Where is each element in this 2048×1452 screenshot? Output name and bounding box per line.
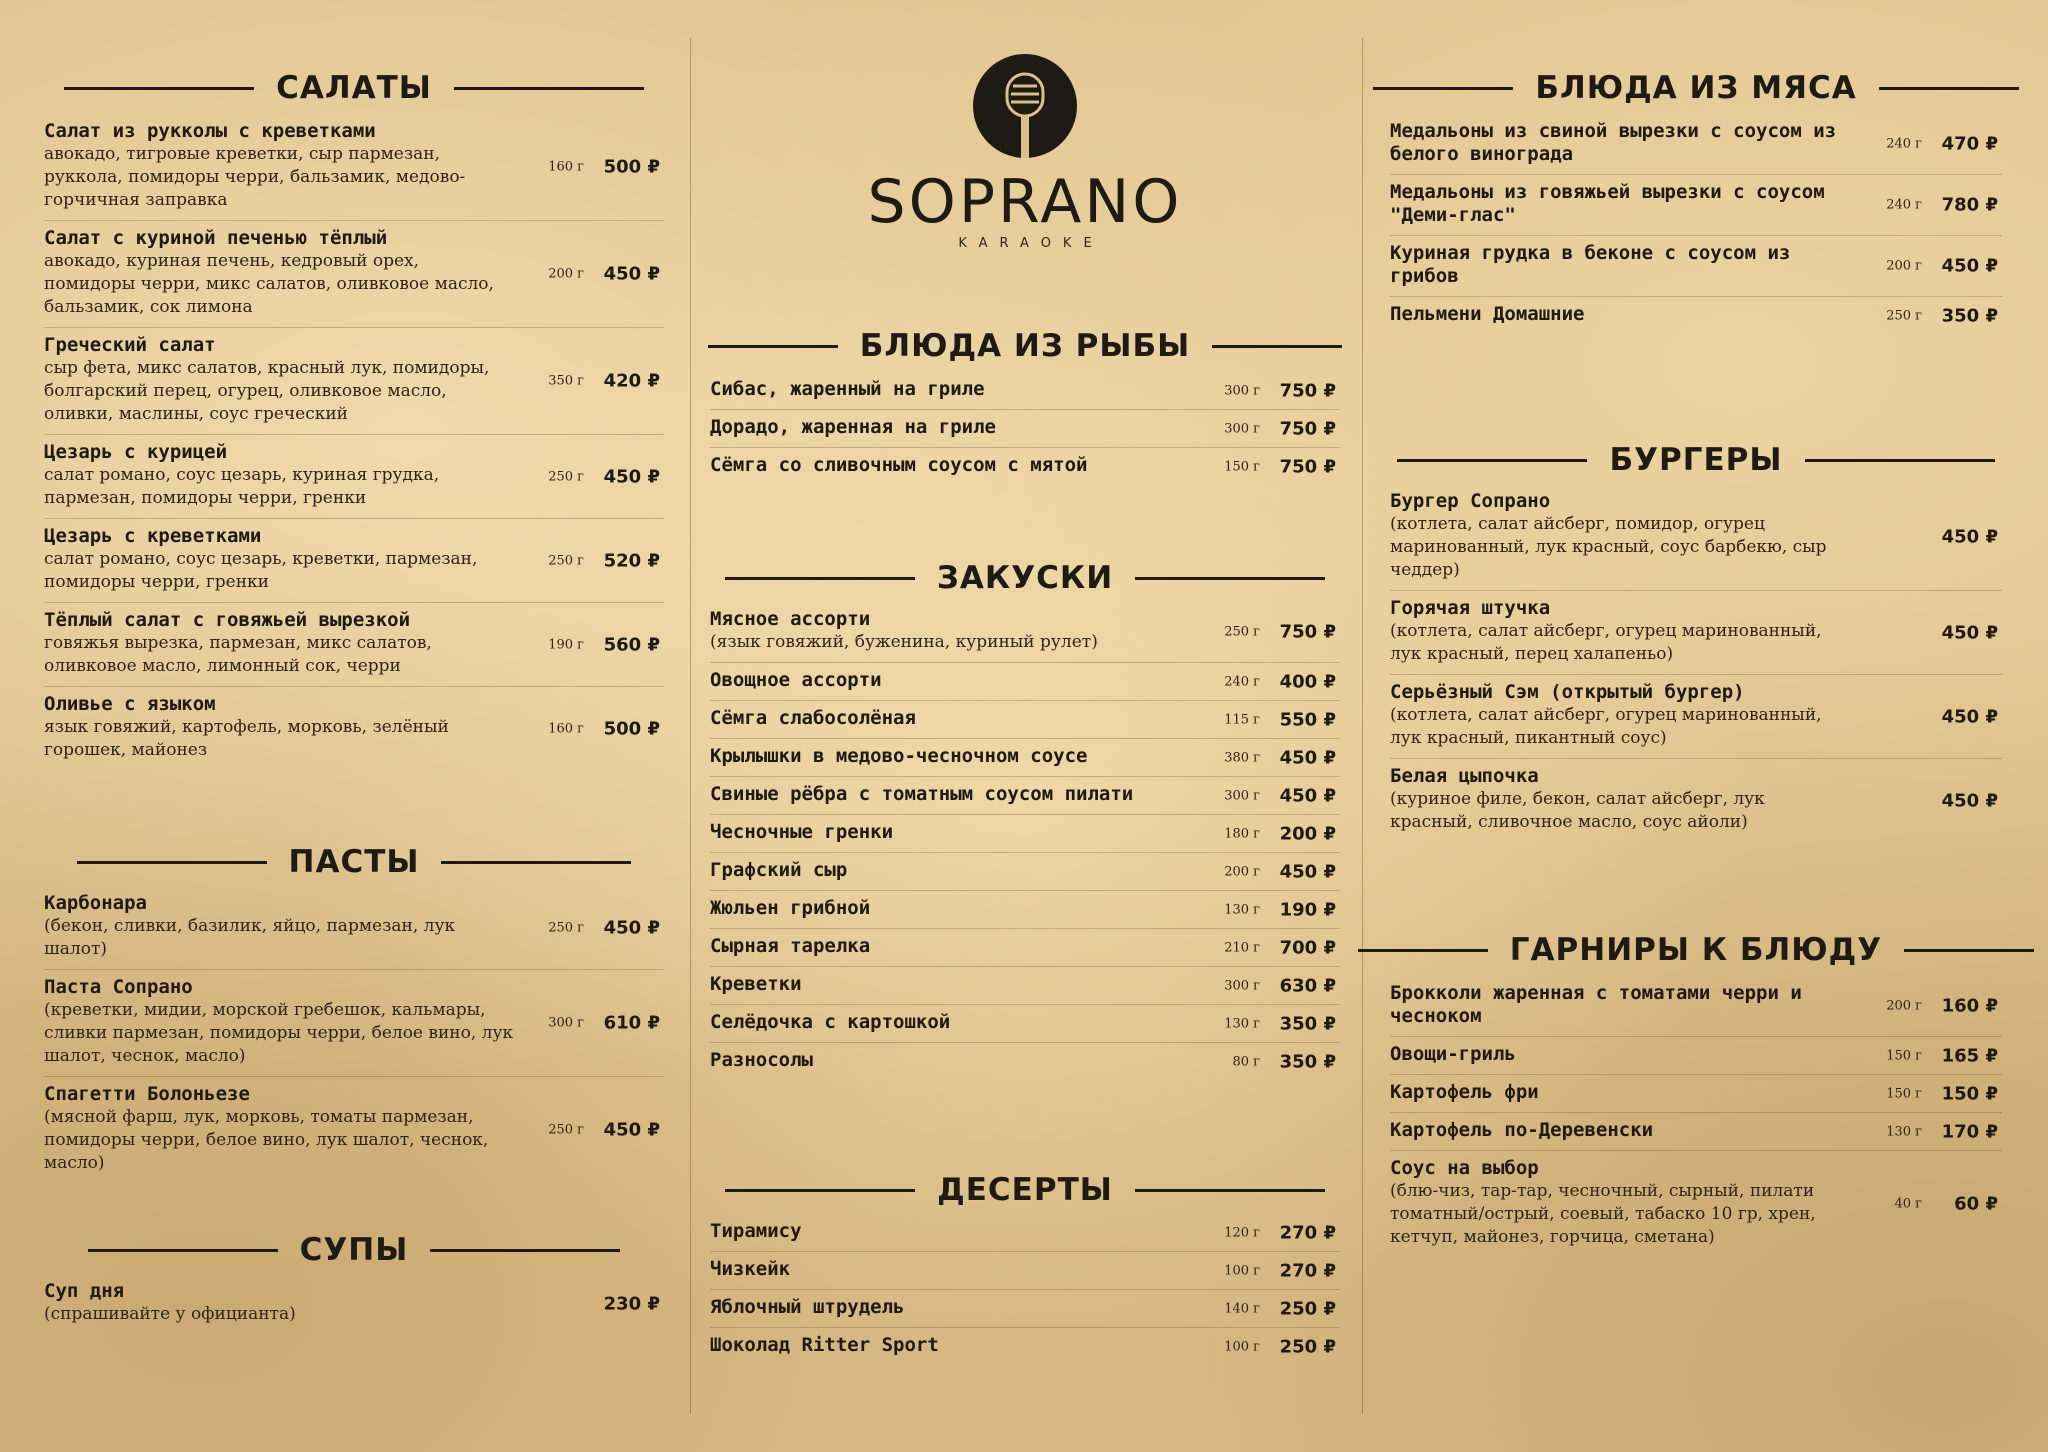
section-list-meat — [1390, 114, 2002, 334]
section-header-snacks — [710, 556, 1340, 600]
menu-item-weight: 100 г — [1224, 1339, 1260, 1354]
menu-item-description: (котлета, салат айсберг, помидор, огурец маринованный, лук красный, соус барбекю, сыр чеддер) — [1390, 514, 1827, 580]
menu-item-description: язык говяжий, картофель, морковь, зелёный горошек, майонез — [44, 717, 449, 760]
menu-item-price: 250 ₽ — [1279, 1298, 1336, 1319]
menu-item-weight: 300 г — [1224, 978, 1260, 993]
menu-item-weight: 250 г — [1224, 624, 1260, 640]
menu-item-description: салат романо, соус цезарь, креветки, пармезан, помидоры черри, гренки — [44, 549, 478, 592]
section-title-meat: БЛЮДА ИЗ МЯСА — [1535, 70, 1857, 106]
menu-item-price: 750 ₽ — [1279, 418, 1336, 439]
menu-item-weight: 240 г — [1224, 674, 1260, 689]
menu-item-price: 200 ₽ — [1279, 823, 1336, 844]
menu-item-weight: 250 г — [548, 469, 584, 484]
menu-item-description: (креветки, мидии, морской гребешок, кальмары, сливки пармезан, помидоры черри, белое вино, лук шалот, чеснок, масло) — [44, 1000, 514, 1066]
menu-item-name: Сёмга слабосолёная — [710, 707, 916, 729]
section-header-fish — [710, 324, 1340, 368]
menu-item-price: 270 ₽ — [1279, 1260, 1336, 1281]
menu-item-name: Овощи-гриль — [1390, 1043, 1516, 1065]
menu-item-price: 470 ₽ — [1941, 133, 1998, 155]
menu-item — [44, 603, 664, 687]
menu-item-price: 450 ₽ — [603, 917, 660, 938]
menu-item-description: (мясной фарш, лук, морковь, томаты пармезан, помидоры черри, белое вино, лук шалот, чеснок, масло) — [44, 1107, 489, 1173]
section-list-salads — [44, 114, 664, 770]
menu-item-name: Куриная грудка в беконе с соусом из грибов — [1390, 242, 1791, 287]
menu-item-name: Яблочный штрудель — [710, 1296, 905, 1318]
section-title-pasta: ПАСТЫ — [288, 844, 420, 880]
menu-item-name: Шоколад Ritter Sport — [710, 1334, 939, 1356]
menu-item-weight: 160 г — [548, 159, 584, 175]
menu-item-price: 450 ₽ — [1279, 785, 1336, 806]
menu-item-price: 630 ₽ — [1279, 975, 1336, 996]
menu-item-price: 450 ₽ — [1279, 747, 1336, 768]
section-list-soups — [44, 1274, 664, 1334]
menu-item-price: 450 ₽ — [1941, 622, 1998, 643]
menu-item-price: 350 ₽ — [1279, 1013, 1336, 1034]
brand-name: SOPRANO — [867, 167, 1183, 237]
menu-item-price: 450 ₽ — [1279, 861, 1336, 882]
menu-item-price: 60 ₽ — [1954, 1193, 1998, 1215]
menu-item-weight: 250 г — [548, 1122, 584, 1138]
menu-item — [1390, 1151, 2002, 1257]
menu-item-weight: 180 г — [1224, 826, 1260, 841]
menu-item — [1390, 236, 2002, 297]
section-list-desserts — [710, 1214, 1340, 1365]
menu-item-weight: 150 г — [1886, 1086, 1922, 1101]
menu-item-description: (блю-чиз, тар-тар, чесночный, сырный, пилати томатный/острый, соевый, табаско 10 гр, хрен, кетчуп, майонез, горчица, сметана) — [1390, 1181, 1816, 1247]
menu-item-weight: 130 г — [1224, 902, 1260, 917]
menu-item-weight: 80 г — [1232, 1054, 1260, 1069]
menu-item-price: 450 ₽ — [603, 263, 660, 285]
menu-item-price: 250 ₽ — [1279, 1336, 1336, 1357]
menu-item-name: Разносолы — [710, 1049, 813, 1071]
menu-item — [44, 970, 664, 1077]
menu-item-name: Жюльен грибной — [710, 897, 871, 919]
menu-item-weight: 250 г — [1886, 308, 1922, 323]
menu-item-price: 450 ₽ — [1941, 526, 1998, 548]
menu-item-price: 165 ₽ — [1941, 1045, 1998, 1066]
menu-item-description: (спрашивайте у официанта) — [44, 1304, 296, 1324]
menu-item-name: Картофель фри — [1390, 1081, 1539, 1103]
menu-item — [1390, 1075, 2002, 1113]
menu-item-description: (котлета, салат айсберг, огурец маринованный, лук красный, пикантный соус) — [1390, 705, 1822, 748]
menu-item-description: (бекон, сливки, базилик, яйцо, пармезан, лук шалот) — [44, 916, 456, 959]
menu-item-weight: 150 г — [1224, 459, 1260, 474]
menu-item-price: 750 ₽ — [1279, 621, 1336, 643]
menu-item-name: Свиные рёбра с томатным соусом пилати — [710, 783, 1134, 805]
menu-item-name: Дорадо, жаренная на гриле — [710, 416, 996, 438]
menu-item — [710, 929, 1340, 967]
menu-item — [1390, 175, 2002, 236]
menu-item-name: Горячая штучка — [1390, 597, 1551, 619]
menu-item-name: Овощное ассорти — [710, 669, 882, 691]
menu-item-weight: 160 г — [548, 721, 584, 736]
menu-item — [710, 967, 1340, 1005]
brand-logo — [710, 54, 1340, 251]
section-list-fish — [710, 372, 1340, 485]
menu-item-weight: 240 г — [1886, 197, 1922, 213]
menu-item — [710, 1214, 1340, 1252]
menu-item — [710, 1043, 1340, 1080]
section-list-sides — [1390, 976, 2002, 1257]
menu-item-weight: 200 г — [548, 266, 584, 282]
menu-item — [1390, 675, 2002, 759]
menu-item-name: Сырная тарелка — [710, 935, 871, 957]
menu-item — [710, 448, 1340, 485]
menu-item — [44, 687, 664, 770]
menu-item-price: 700 ₽ — [1279, 937, 1336, 958]
menu-item-name: Серьёзный Сэм (открытый бургер) — [1390, 681, 1745, 703]
menu-item-name: Цезарь с креветками — [44, 525, 262, 547]
menu-item — [1390, 759, 2002, 842]
menu-item-price: 150 ₽ — [1941, 1083, 1998, 1104]
section-header-soups — [44, 1228, 664, 1272]
menu-column-right — [1390, 0, 2002, 1452]
menu-item-name: Греческий салат — [44, 334, 216, 356]
menu-item-weight: 240 г — [1886, 136, 1922, 152]
menu-item-price: 350 ₽ — [1941, 305, 1998, 326]
menu-item-name: Оливье с языком — [44, 693, 216, 715]
menu-item-weight: 190 г — [548, 637, 584, 652]
menu-item-weight: 130 г — [1224, 1016, 1260, 1031]
menu-item — [44, 519, 664, 603]
menu-item — [1390, 297, 2002, 334]
section-title-snacks: ЗАКУСКИ — [936, 560, 1114, 596]
menu-item — [1390, 591, 2002, 675]
menu-item-name: Паста Сопрано — [44, 976, 193, 998]
menu-item — [710, 891, 1340, 929]
menu-item-description: (куриное филе, бекон, салат айсберг, лук красный, сливочное масло, соус айоли) — [1390, 789, 1765, 832]
menu-item-weight: 380 г — [1224, 750, 1260, 765]
menu-column-left — [44, 0, 664, 1452]
menu-item-price: 270 ₽ — [1279, 1222, 1336, 1243]
section-header-meat — [1390, 66, 2002, 110]
menu-item-price: 500 ₽ — [603, 156, 660, 178]
menu-item — [44, 435, 664, 519]
menu-item-name: Бургер Сопрано — [1390, 490, 1551, 512]
menu-item-weight: 130 г — [1886, 1124, 1922, 1139]
menu-item-weight: 140 г — [1224, 1301, 1260, 1316]
menu-item — [710, 663, 1340, 701]
menu-item-name: Мясное ассорти — [710, 608, 871, 630]
section-header-sides — [1390, 928, 2002, 972]
menu-item-description: авокадо, куриная печень, кедровый орех, помидоры черри, микс салатов, оливковое масло, бальзамик, сок лимона — [44, 251, 494, 317]
menu-item-name: Сибас, жаренный на гриле — [710, 378, 985, 400]
menu-item-name: Селёдочка с картошкой — [710, 1011, 951, 1033]
menu-item-weight: 200 г — [1886, 998, 1922, 1014]
section-header-pasta — [44, 840, 664, 884]
section-title-desserts: ДЕСЕРТЫ — [937, 1172, 1113, 1208]
section-header-burgers — [1390, 438, 2002, 482]
menu-item — [44, 114, 664, 221]
menu-item — [710, 701, 1340, 739]
menu-item — [710, 602, 1340, 663]
menu-item — [710, 1328, 1340, 1365]
menu-item-price: 350 ₽ — [1279, 1051, 1336, 1072]
menu-item-name: Белая цыпочка — [1390, 765, 1539, 787]
menu-item — [1390, 1037, 2002, 1075]
menu-item-price: 780 ₽ — [1941, 194, 1998, 216]
menu-item-name: Карбонара — [44, 892, 147, 914]
menu-item-price: 560 ₽ — [603, 634, 660, 655]
menu-item-price: 420 ₽ — [603, 370, 660, 392]
menu-item — [710, 853, 1340, 891]
menu-item-name: Тирамису — [710, 1220, 802, 1242]
menu-item-price: 750 ₽ — [1279, 456, 1336, 477]
menu-item-weight: 210 г — [1224, 940, 1260, 955]
menu-item — [710, 1290, 1340, 1328]
menu-item-name: Медальоны из говяжьей вырезки с соусом "Деми-глас" — [1390, 181, 1825, 226]
menu-item — [44, 1274, 664, 1334]
menu-item-description: салат романо, соус цезарь, куриная грудка, пармезан, помидоры черри, гренки — [44, 465, 440, 508]
menu-item-name: Суп дня — [44, 1280, 125, 1302]
menu-item-price: 750 ₽ — [1279, 380, 1336, 401]
menu-item — [710, 1005, 1340, 1043]
menu-item-weight: 115 г — [1224, 712, 1260, 727]
section-title-soups: СУПЫ — [299, 1232, 409, 1268]
menu-item — [710, 372, 1340, 410]
menu-item — [710, 815, 1340, 853]
menu-item-price: 450 ₽ — [1941, 255, 1998, 277]
menu-item-name: Брокколи жаренная с томатами черри и чесноком — [1390, 982, 1802, 1027]
menu-item — [44, 1077, 664, 1183]
section-header-desserts — [710, 1168, 1340, 1212]
menu-item-price: 520 ₽ — [603, 550, 660, 571]
menu-item-price: 450 ₽ — [603, 466, 660, 487]
column-divider-left — [690, 38, 691, 1414]
menu-item-weight: 300 г — [548, 1015, 584, 1031]
menu-item — [710, 1252, 1340, 1290]
menu-item-name: Спагетти Болоньезе — [44, 1083, 250, 1105]
menu-item-price: 450 ₽ — [1941, 706, 1998, 727]
section-title-burgers: БУРГЕРЫ — [1609, 442, 1783, 478]
menu-item-name: Графский сыр — [710, 859, 848, 881]
menu-item-name: Соус на выбор — [1390, 1157, 1539, 1179]
menu-item — [44, 886, 664, 970]
menu-item-name: Крылышки в медово-чесночном соусе — [710, 745, 1088, 767]
menu-item-description: авокадо, тигровые креветки, сыр пармезан, руккола, помидоры черри, бальзамик, медово-горчичная заправка — [44, 144, 466, 210]
menu-item-price: 230 ₽ — [603, 1293, 660, 1315]
menu-item-name: Салат с куриной печенью тёплый — [44, 227, 388, 249]
menu-item-price: 190 ₽ — [1279, 899, 1336, 920]
menu-item-weight: 120 г — [1224, 1225, 1260, 1240]
menu-item-name: Салат из рукколы с креветками — [44, 120, 376, 142]
column-divider-right — [1362, 38, 1363, 1414]
menu-item-description: говяжья вырезка, пармезан, микс салатов, оливковое масло, лимонный сок, черри — [44, 633, 432, 676]
menu-item — [44, 221, 664, 328]
menu-item — [1390, 114, 2002, 175]
menu-item-name: Чесночные гренки — [710, 821, 894, 843]
menu-item-name: Креветки — [710, 973, 802, 995]
menu-column-center — [710, 0, 1340, 1452]
menu-item-weight: 300 г — [1224, 383, 1260, 398]
menu-item-name: Пельмени Домашние — [1390, 303, 1585, 325]
menu-item-name: Картофель по-Деревенски — [1390, 1119, 1654, 1141]
menu-item-name: Тёплый салат с говяжьей вырезкой — [44, 609, 411, 631]
menu-item-price: 450 ₽ — [603, 1119, 660, 1141]
menu-item-weight: 300 г — [1224, 788, 1260, 803]
brand-tagline: KARAOKE — [958, 236, 1104, 251]
menu-item-name: Чизкейк — [710, 1258, 791, 1280]
menu-item — [710, 410, 1340, 448]
section-title-salads: САЛАТЫ — [276, 70, 432, 106]
menu-item-price: 160 ₽ — [1941, 995, 1998, 1017]
menu-item — [710, 739, 1340, 777]
menu-item — [1390, 1113, 2002, 1151]
menu-item-price: 500 ₽ — [603, 718, 660, 739]
menu-item-weight: 200 г — [1224, 864, 1260, 879]
menu-item-description: (язык говяжий, буженина, куриный рулет) — [710, 632, 1098, 652]
menu-item-weight: 150 г — [1886, 1048, 1922, 1063]
microphone-logo-icon — [973, 54, 1077, 158]
menu-item — [44, 328, 664, 435]
menu-item-weight: 200 г — [1886, 258, 1922, 274]
menu-item-weight: 40 г — [1894, 1196, 1922, 1212]
menu-item-name: Медальоны из свиной вырезки с соусом из белого винограда — [1390, 120, 1837, 165]
menu-item — [1390, 484, 2002, 591]
section-title-sides: ГАРНИРЫ К БЛЮДУ — [1509, 932, 1883, 968]
menu-item-description: (котлета, салат айсберг, огурец маринованный, лук красный, перец халапеньо) — [1390, 621, 1822, 664]
section-header-salads — [44, 66, 664, 110]
menu-item-weight: 250 г — [548, 553, 584, 568]
menu-item-price: 550 ₽ — [1279, 709, 1336, 730]
menu-item-price: 170 ₽ — [1941, 1121, 1998, 1142]
section-list-burgers — [1390, 484, 2002, 842]
menu-item-price: 610 ₽ — [603, 1012, 660, 1034]
section-list-snacks — [710, 602, 1340, 1080]
menu-item-weight: 350 г — [548, 373, 584, 389]
menu-item-weight: 100 г — [1224, 1263, 1260, 1278]
menu-item-description: сыр фета, микс салатов, красный лук, помидоры, болгарский перец, огурец, оливковое масло, оливки, маслины, соус греческий — [44, 358, 490, 424]
menu-item — [710, 777, 1340, 815]
menu-item-price: 400 ₽ — [1279, 671, 1336, 692]
menu-item-weight: 250 г — [548, 920, 584, 935]
menu-item-price: 450 ₽ — [1941, 790, 1998, 811]
section-title-fish: БЛЮДА ИЗ РЫБЫ — [859, 328, 1191, 364]
section-list-pasta — [44, 886, 664, 1183]
menu-item — [1390, 976, 2002, 1037]
menu-item-name: Сёмга со сливочным соусом с мятой — [710, 454, 1088, 476]
menu-item-weight: 300 г — [1224, 421, 1260, 436]
menu-item-name: Цезарь с курицей — [44, 441, 228, 463]
